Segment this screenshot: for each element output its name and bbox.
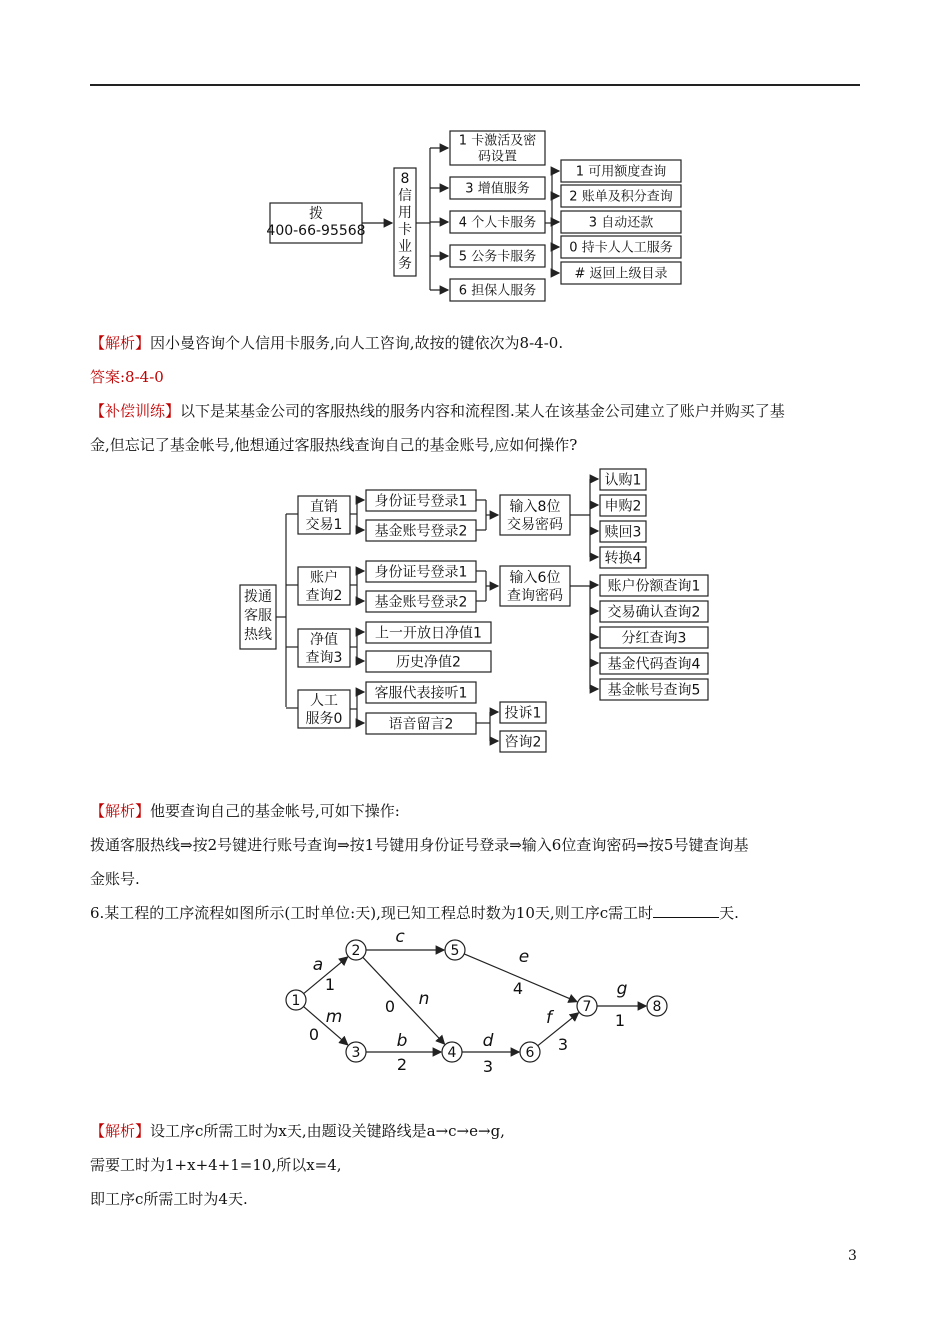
d2-history-nav bbox=[366, 651, 491, 672]
svg-text:3: 3 bbox=[351, 1045, 361, 1061]
d2-agent-answer-label: 客服代表接听1 bbox=[374, 685, 468, 702]
d2-prev-day-nav-label: 上一开放日净值1 bbox=[375, 625, 482, 642]
d1-sub-return-label: # 返回上级目录 bbox=[574, 266, 668, 282]
d2-share-query-label: 账户份额查询1 bbox=[607, 578, 701, 595]
d1-mid-text: 8 信用卡业务 bbox=[398, 171, 412, 272]
d2-nav-query-label: 净值查询3 bbox=[305, 632, 343, 667]
answer-1: 答案:8-4-0 bbox=[90, 368, 164, 386]
d2-convert bbox=[600, 547, 646, 568]
d2-share-query bbox=[600, 575, 708, 596]
d1-sub-auto-repay bbox=[561, 211, 681, 233]
analysis-2: 【解析】他要查询自己的基金帐号,可如下操作: bbox=[90, 802, 400, 820]
d2-history-nav-label: 历史净值2 bbox=[396, 654, 461, 671]
edge-time-m: 0 bbox=[308, 1025, 320, 1044]
d2-fund-account-query bbox=[600, 679, 708, 700]
svg-text:5: 5 bbox=[450, 943, 460, 959]
analysis-tag: 【解析】 bbox=[90, 802, 151, 820]
d1-option-guarantor bbox=[450, 279, 545, 301]
d2-consult-label: 咨询2 bbox=[504, 734, 542, 751]
node-6 bbox=[520, 1042, 540, 1062]
d2-login-fund-2 bbox=[366, 591, 476, 612]
d2-dividend-query-label: 分红查询3 bbox=[621, 630, 687, 647]
question-6: 6.某工程的工序流程如图所示(工时单位:天),现已知工程总时数为10天,则工序c需工时 天. bbox=[90, 904, 739, 922]
d2-convert-label: 转换4 bbox=[604, 550, 642, 567]
node-1 bbox=[286, 990, 306, 1010]
d1-option-card-activation bbox=[450, 131, 545, 165]
d1-option-personal-card-label: 4 个人卡服务 bbox=[458, 215, 537, 231]
d2-direct-trade bbox=[298, 496, 350, 534]
svg-text:6: 6 bbox=[525, 1045, 535, 1061]
d2-login-fund-1-label: 基金账号登录2 bbox=[374, 523, 468, 540]
supplement-tag: 【补偿训练】 bbox=[90, 402, 181, 420]
d2-dividend-query bbox=[600, 627, 708, 648]
d1-sub-manual-service-label: 0 持卡人人工服务 bbox=[569, 240, 673, 256]
svg-text:1: 1 bbox=[291, 993, 301, 1009]
d2-root-box bbox=[240, 585, 276, 649]
d2-fund-account-query-label: 基金帐号查询5 bbox=[607, 682, 701, 699]
node-4 bbox=[442, 1042, 462, 1062]
d2-prev-day-nav bbox=[366, 622, 491, 643]
d2-complaint bbox=[500, 702, 546, 723]
edge-label-g: g bbox=[616, 979, 628, 999]
d2-login-fund-1 bbox=[366, 520, 476, 541]
supplement-question: 【补偿训练】以下是某基金公司的客服热线的服务内容和流程图.某人在该基金公司建立了账户并购买了基 bbox=[90, 402, 785, 420]
edge-time-a: 1 bbox=[324, 975, 336, 994]
d1-sub-credit-limit-label: 1 可用额度查询 bbox=[575, 164, 667, 180]
d2-login-id-1 bbox=[366, 490, 476, 511]
edge-label-m: m bbox=[325, 1007, 343, 1027]
svg-text:8: 8 bbox=[652, 999, 662, 1015]
d1-sub-credit-limit bbox=[561, 160, 681, 182]
d2-direct-trade-label: 直销交易1 bbox=[305, 499, 343, 534]
analysis-tag: 【解析】 bbox=[90, 1122, 151, 1140]
d1-option-personal-card bbox=[450, 211, 545, 233]
edge-time-g: 1 bbox=[614, 1011, 626, 1030]
edge-time-e: 4 bbox=[512, 979, 524, 998]
d1-option-value-added bbox=[450, 177, 545, 199]
d2-account-query bbox=[298, 567, 350, 605]
node-2 bbox=[346, 940, 366, 960]
d2-account-query-label: 账户查询2 bbox=[305, 570, 343, 605]
analysis-2-steps: 拨通客服热线⇒按2号键进行账号查询⇒按1号键用身份证号登录⇒输入6位查询密码⇒按5号键查询基 bbox=[90, 836, 749, 854]
analysis-1: 【解析】因小曼咨询个人信用卡服务,向人工咨询,故按的键依次为8-4-0. bbox=[90, 334, 564, 352]
svg-text:4: 4 bbox=[447, 1045, 457, 1061]
edge-label-d: d bbox=[482, 1031, 494, 1051]
analysis-2-steps-line2: 金账号. bbox=[90, 870, 140, 888]
edge-label-n: n bbox=[418, 989, 430, 1009]
d1-option-business-card bbox=[450, 245, 545, 267]
node-7 bbox=[577, 996, 597, 1016]
answer-blank bbox=[653, 903, 719, 918]
edge-label-f: f bbox=[546, 1008, 552, 1028]
d2-subscribe bbox=[600, 469, 646, 490]
d1-sub-auto-repay-label: 3 自动还款 bbox=[588, 215, 654, 231]
d1-sub-bill-points bbox=[561, 185, 681, 207]
d1-mid-box bbox=[394, 168, 416, 276]
d1-sub-bill-points-label: 2 账单及积分查询 bbox=[569, 189, 673, 205]
d2-query-password bbox=[500, 566, 570, 606]
d2-trade-password-label: 输入8位交易密码 bbox=[507, 499, 563, 534]
d2-login-id-1-label: 身份证号登录1 bbox=[374, 493, 468, 510]
edge-time-n: 0 bbox=[384, 997, 396, 1016]
d2-login-id-2 bbox=[366, 561, 476, 582]
d1-option-business-card-label: 5 公务卡服务 bbox=[458, 249, 537, 265]
d2-purchase-label: 申购2 bbox=[604, 498, 642, 515]
edge-time-f: 3 bbox=[557, 1035, 569, 1054]
node-8 bbox=[647, 996, 667, 1016]
svg-text:7: 7 bbox=[582, 999, 592, 1015]
d1-option-value-added-label: 3 增值服务 bbox=[465, 181, 530, 197]
d1-root-box bbox=[266, 203, 365, 243]
d2-complaint-label: 投诉1 bbox=[504, 705, 542, 722]
node-5 bbox=[445, 940, 465, 960]
edge-time-d: 3 bbox=[482, 1057, 494, 1076]
process-network-diagram bbox=[286, 927, 667, 1076]
d2-fund-code-query-label: 基金代码查询4 bbox=[607, 656, 701, 673]
d2-query-password-label: 输入6位查询密码 bbox=[507, 570, 563, 605]
d1-root-text: 拨 400-66-95568 bbox=[266, 206, 366, 239]
d2-trade-password bbox=[500, 495, 570, 535]
d2-login-id-2-label: 身份证号登录1 bbox=[374, 564, 468, 581]
analysis-3-line2: 需要工时为1+x+4+1=10,所以x=4, bbox=[90, 1156, 342, 1174]
d1-option-card-activation-label: 1 卡激活及密码设置 bbox=[458, 133, 537, 165]
d2-consult bbox=[500, 731, 546, 752]
edge-label-c: c bbox=[395, 927, 405, 947]
d2-root-text: 拨通客服热线 bbox=[244, 589, 272, 643]
edge-time-b: 2 bbox=[396, 1055, 408, 1074]
d2-nav-query bbox=[298, 629, 350, 667]
d2-purchase bbox=[600, 495, 646, 516]
supplement-question-line2: 金,但忘记了基金帐号,他想通过客服热线查询自己的基金账号,应如何操作? bbox=[90, 436, 578, 454]
analysis-3: 【解析】设工序c所需工时为x天,由题设关键路线是a→c→e→g, bbox=[90, 1122, 505, 1140]
edge-label-b: b bbox=[396, 1031, 408, 1051]
d1-option-guarantor-label: 6 担保人服务 bbox=[458, 283, 537, 299]
d2-trade-confirm-query bbox=[600, 601, 708, 622]
edge-label-a: a bbox=[312, 955, 324, 975]
d2-manual-service bbox=[298, 690, 350, 728]
edge-label-e: e bbox=[518, 947, 530, 967]
d2-manual-service-label: 人工服务0 bbox=[305, 693, 343, 728]
page-number: 3 bbox=[848, 1248, 857, 1264]
svg-text:2: 2 bbox=[351, 943, 361, 959]
d2-fund-code-query bbox=[600, 653, 708, 674]
d2-agent-answer bbox=[366, 682, 476, 703]
d1-sub-manual-service bbox=[561, 236, 681, 258]
analysis-tag: 【解析】 bbox=[90, 334, 151, 352]
analysis-3-line3: 即工序c所需工时为4天. bbox=[90, 1190, 248, 1208]
d1-sub-return bbox=[561, 262, 681, 284]
node-3 bbox=[346, 1042, 366, 1062]
d2-redeem bbox=[600, 521, 646, 542]
d2-trade-confirm-query-label: 交易确认查询2 bbox=[607, 604, 701, 621]
d2-login-fund-2-label: 基金账号登录2 bbox=[374, 594, 468, 611]
d2-voice-message-label: 语音留言2 bbox=[388, 716, 454, 733]
d2-voice-message bbox=[366, 713, 476, 734]
d2-redeem-label: 赎回3 bbox=[604, 524, 642, 541]
d2-subscribe-label: 认购1 bbox=[604, 472, 642, 489]
